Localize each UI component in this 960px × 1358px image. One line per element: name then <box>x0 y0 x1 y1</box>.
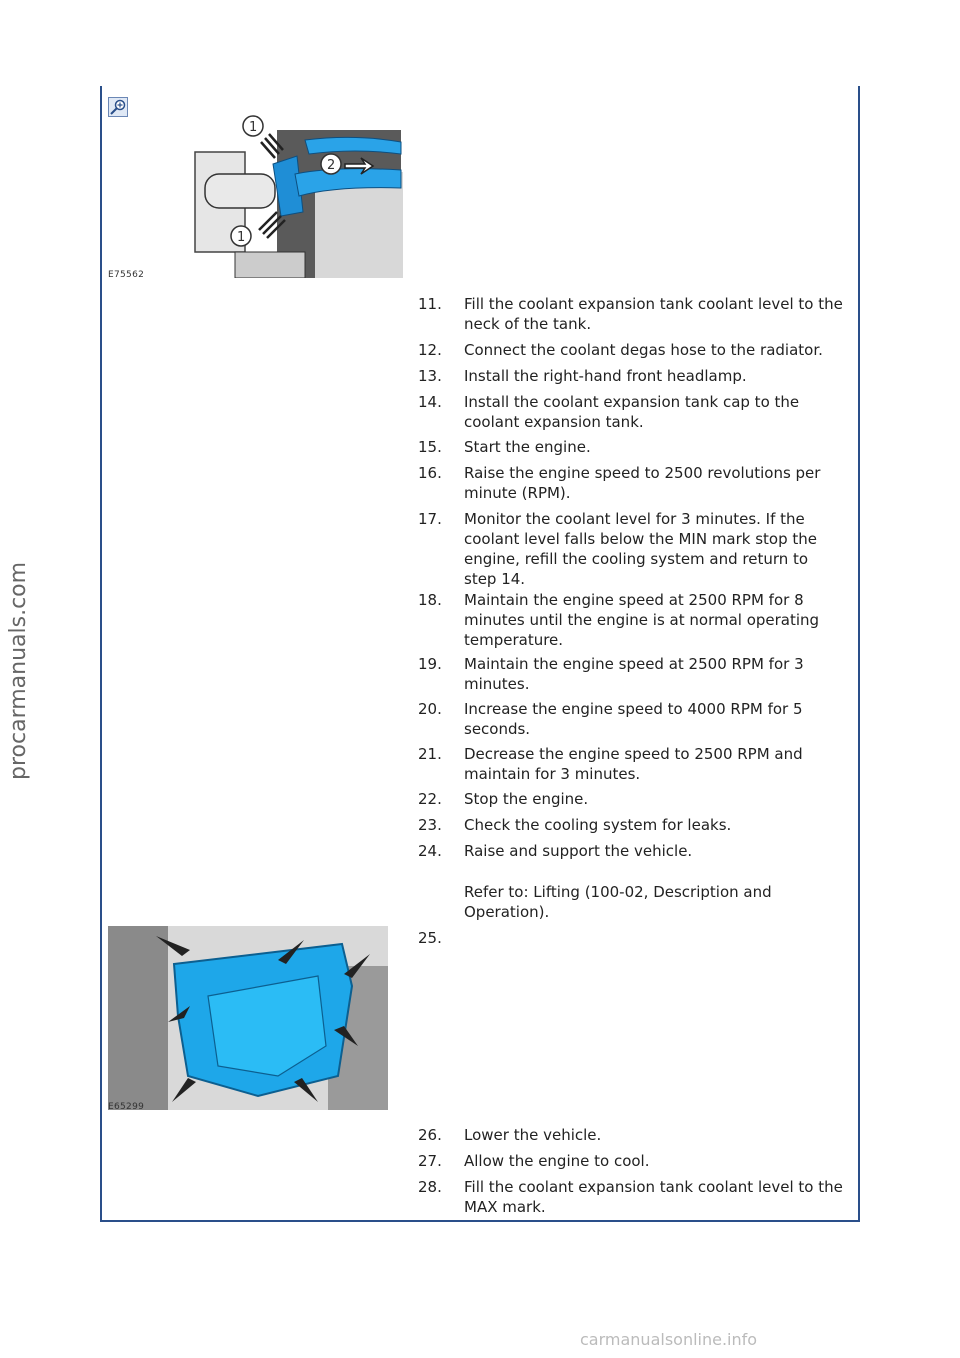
step-number: 18. <box>418 591 442 609</box>
step-text: Connect the coolant degas hose to the radiator. <box>464 341 823 359</box>
step-number: 14. <box>418 393 442 411</box>
callout-1-bottom: 1 <box>237 230 246 245</box>
step-number: 16. <box>418 464 442 482</box>
footer-watermark: carmanualsonline.info <box>580 1330 758 1349</box>
step-text: Raise and support the vehicle. <box>464 842 693 860</box>
coolant-hose-illustration <box>185 112 403 278</box>
step-number: 27. <box>418 1152 442 1170</box>
step-text: Increase the engine speed to 4000 RPM for 5 seconds. <box>464 700 803 738</box>
step-number: 19. <box>418 655 442 673</box>
callout-1-top: 1 <box>249 120 258 135</box>
step-text: Raise the engine speed to 2500 revolutions per minute (RPM). <box>464 464 821 502</box>
step-text: Check the cooling system for leaks. <box>464 816 732 834</box>
step-text: Install the right-hand front headlamp. <box>464 367 747 385</box>
step-number: 12. <box>418 341 442 359</box>
step-number: 26. <box>418 1126 442 1144</box>
step-text: Fill the coolant expansion tank coolant level to the MAX mark. <box>464 1178 843 1216</box>
step-number: 11. <box>418 295 442 313</box>
refer-to-text[interactable]: Refer to: Lifting (100-02, Description and Operation). <box>464 883 772 921</box>
step-number: 25. <box>418 929 442 947</box>
step-text: Fill the coolant expansion tank coolant level to the neck of the tank. <box>464 295 843 333</box>
step-number: 15. <box>418 438 442 456</box>
step-text: Allow the engine to cool. <box>464 1152 650 1170</box>
step-text: Lower the vehicle. <box>464 1126 602 1144</box>
figure-label: E75562 <box>108 270 145 280</box>
callout-2: 2 <box>327 158 336 173</box>
step-number: 28. <box>418 1178 442 1196</box>
zoom-icon[interactable] <box>108 97 128 117</box>
step-number: 24. <box>418 842 442 860</box>
step-text: Install the coolant expansion tank cap to the coolant expansion tank. <box>464 393 800 431</box>
step-text: Decrease the engine speed to 2500 RPM and maintain for 3 minutes. <box>464 745 803 783</box>
step-text: Maintain the engine speed at 2500 RPM for 3 minutes. <box>464 655 804 693</box>
step-text: Stop the engine. <box>464 790 589 808</box>
step-number: 22. <box>418 790 442 808</box>
step-number: 17. <box>418 510 442 528</box>
step-text: Start the engine. <box>464 438 591 456</box>
step-text: Monitor the coolant level for 3 minutes. If the coolant level falls below the MIN mark stop the engine, refill the cooling system and return to step 14. <box>464 510 818 588</box>
step-number: 13. <box>418 367 442 385</box>
step-text: Maintain the engine speed at 2500 RPM for 8 minutes until the engine is at normal operating temperature. <box>464 591 820 649</box>
step-number: 21. <box>418 745 442 763</box>
splash-shield-illustration <box>108 926 388 1110</box>
side-watermark: procarmanuals.com <box>6 561 31 780</box>
step-number: 23. <box>418 816 442 834</box>
step-number: 20. <box>418 700 442 718</box>
figure-label: E65299 <box>108 1102 145 1112</box>
